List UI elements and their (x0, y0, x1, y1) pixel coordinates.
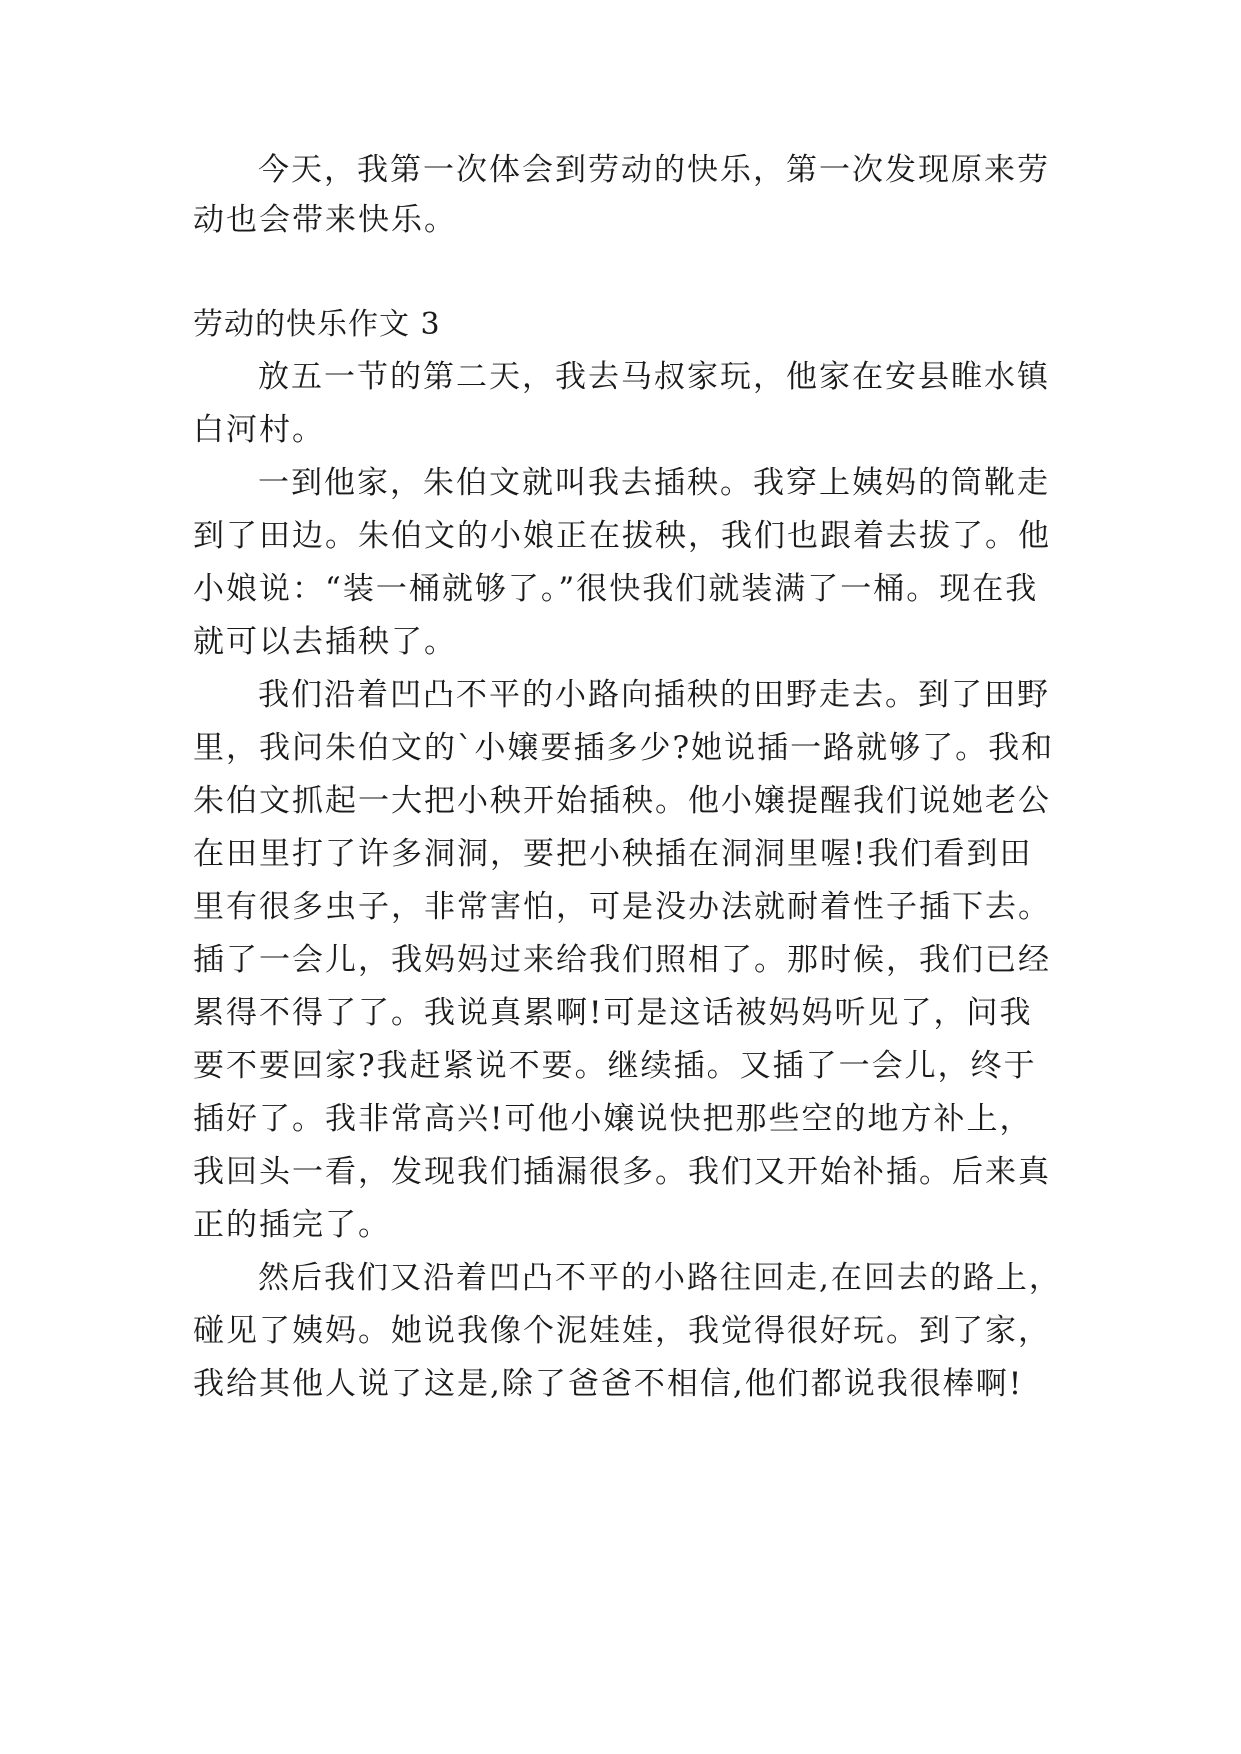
paragraph-3-line-10: 我回头一看，发现我们插漏很多。我们又开始补插。后来真 (193, 1154, 1051, 1190)
paragraph-3-line-6: 插了一会儿，我妈妈过来给我们照相了。那时候，我们已经 (193, 942, 1051, 978)
paragraph-3-line-8: 要不要回家?我赶紧说不要。继续插。又插了一会儿，终于 (193, 1048, 1037, 1084)
paragraph-2-line-4: 就可以去插秧了。 (193, 624, 457, 660)
paragraph-3-line-3: 朱伯文抓起一大把小秧开始插秧。他小嬢提醒我们说她老公 (193, 783, 1051, 819)
paragraph-3-line-2: 里，我问朱伯文的`小嬢要插多少?她说插一路就够了。我和 (193, 730, 1055, 766)
paragraph-4-line-3: 我给其他人说了这是,除了爸爸不相信,他们都说我很棒啊! (193, 1366, 1024, 1402)
paragraph-3-line-9: 插好了。我非常高兴!可他小嬢说快把那些空的地方补上， (193, 1101, 1033, 1137)
section-title: 劳动的快乐作文 3 (193, 307, 441, 342)
paragraph-3-line-1: 我们沿着凹凸不平的小路向插秧的田野走去。到了田野 (258, 677, 1050, 713)
paragraph-3-line-5: 里有很多虫子，非常害怕，可是没办法就耐着性子插下去。 (193, 889, 1051, 925)
paragraph-1-line-2: 白河村。 (193, 412, 325, 448)
paragraph-2-line-1: 一到他家，朱伯文就叫我去插秧。我穿上姨妈的筒靴走 (258, 465, 1050, 501)
paragraph-2-line-3: 小娘说：“装一桶就够了。”很快我们就装满了一桶。现在我 (193, 571, 1039, 607)
paragraph-3-line-4: 在田里打了许多洞洞，要把小秧插在洞洞里喔!我们看到田 (193, 836, 1033, 872)
paragraph-4-line-2: 碰见了姨妈。她说我像个泥娃娃，我觉得很好玩。到了家， (193, 1313, 1051, 1349)
intro-line-1: 今天，我第一次体会到劳动的快乐，第一次发现原来劳 (258, 152, 1050, 188)
paragraph-1-line-1: 放五一节的第二天，我去马叔家玩，他家在安县睢水镇 (258, 359, 1050, 395)
paragraph-2-line-2: 到了田边。朱伯文的小娘正在拔秧，我们也跟着去拔了。他 (193, 518, 1051, 554)
paragraph-3-line-7: 累得不得了了。我说真累啊!可是这话被妈妈听见了，问我 (193, 995, 1033, 1031)
intro-line-2: 动也会带来快乐。 (193, 202, 457, 238)
paragraph-4-line-1: 然后我们又沿着凹凸不平的小路往回走,在回去的路上， (258, 1260, 1062, 1296)
paragraph-3-line-11: 正的插完了。 (193, 1207, 391, 1243)
